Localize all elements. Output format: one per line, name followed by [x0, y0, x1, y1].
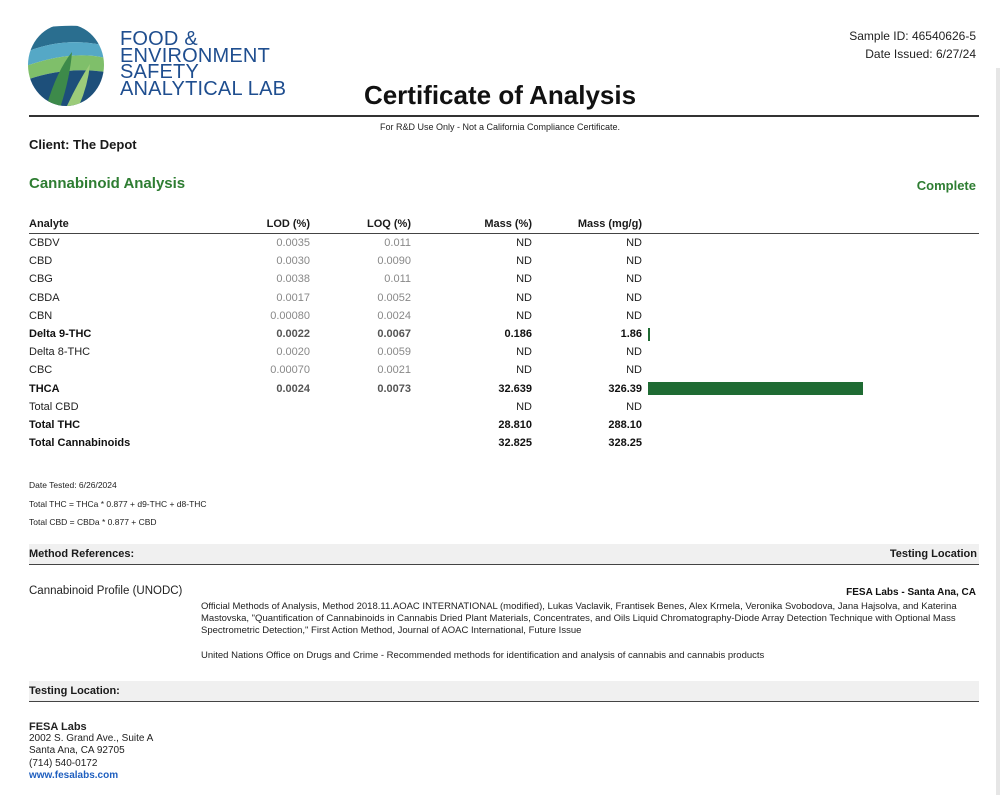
column-header-bar — [642, 215, 979, 234]
mass-bar-cell — [642, 234, 979, 253]
method-citation: Official Methods of Analysis, Method 2018.11.AOAC INTERNATIONAL (modified), Lukas Vaclavik, Frantisek Benes, Alex Krmela, Veronika Svobodova, Jana Hajsolva, and Katerina Mastovska, "Quantification of Cannabinoids in Cannabis Dried Plant Materials, Concentrates, and Oils Liquid Chromatography-Diode Array Detection Technique with Optional Mass Spectrometric Detection," First Action Method, Journal of AOAC International, Future Issue — [201, 601, 957, 636]
loq-cell: 0.011 — [384, 273, 411, 286]
mass-mg-cell: ND — [626, 255, 642, 268]
mass-mg-cell: 1.86 — [620, 328, 642, 341]
mass-mg-cell: ND — [626, 291, 642, 304]
mass-mg-cell: 288.10 — [608, 418, 642, 431]
section-title: Cannabinoid Analysis — [29, 175, 186, 192]
analyte-cell: Total Cannabinoids — [29, 437, 131, 450]
cannabinoid-table — [29, 215, 979, 452]
table-row — [29, 307, 979, 325]
mass-pct-cell: ND — [516, 400, 532, 413]
mass-pct-cell: ND — [516, 255, 532, 268]
mass-pct-cell: 0.186 — [504, 328, 532, 341]
lab-location: FESA Labs - Santa Ana, CA — [846, 587, 976, 598]
table-row — [29, 434, 979, 452]
table-row — [29, 343, 979, 361]
table-row — [29, 289, 979, 307]
table-body — [29, 234, 979, 453]
loq-cell: 0.0052 — [377, 291, 411, 304]
method-name: Cannabinoid Profile (UNODC) — [29, 585, 183, 597]
loq-cell: 0.0059 — [377, 346, 411, 359]
page-edge — [996, 68, 1000, 795]
mass-mg-cell: ND — [626, 400, 642, 413]
loq-cell — [310, 416, 411, 434]
loq-cell — [310, 434, 411, 452]
mass-mg-cell: 328.25 — [608, 437, 642, 450]
mass-bar-cell — [642, 252, 979, 270]
table-row — [29, 325, 979, 343]
loq-cell: 0.0067 — [377, 328, 411, 341]
analyte-cell: CBN — [29, 309, 53, 322]
column-header: LOD (%) — [229, 215, 310, 234]
testing-location-heading: Testing Location: — [29, 685, 120, 697]
mass-mg-cell: ND — [626, 346, 642, 359]
mass-bar — [648, 382, 863, 395]
lod-cell: 0.0024 — [276, 382, 310, 395]
mass-pct-cell: ND — [516, 364, 532, 377]
mass-pct-cell: ND — [516, 291, 532, 304]
mass-pct-cell: ND — [516, 346, 532, 359]
analyte-cell: Delta 8-THC — [29, 346, 91, 359]
mass-mg-cell: ND — [626, 237, 642, 250]
mass-pct-cell: 28.810 — [498, 418, 532, 431]
column-header: Mass (%) — [411, 215, 532, 234]
analyte-cell: Delta 9-THC — [29, 328, 92, 341]
loq-cell: 0.0073 — [377, 382, 411, 395]
analyte-cell: Total CBD — [29, 400, 79, 413]
lod-cell: 0.0017 — [276, 291, 310, 304]
lod-cell — [229, 434, 310, 452]
lab-name — [120, 28, 287, 100]
table-header-row — [29, 215, 979, 234]
testing-location-band — [29, 681, 979, 702]
mass-mg-cell: 326.39 — [608, 382, 642, 395]
status-badge: Complete — [916, 178, 976, 193]
mass-bar-cell — [642, 343, 979, 361]
mass-bar-cell — [642, 270, 979, 288]
analyte-cell: CBDA — [29, 291, 60, 304]
table-row — [29, 270, 979, 288]
lod-cell: 0.0038 — [276, 273, 310, 286]
table-row — [29, 252, 979, 270]
mass-bar-cell — [642, 325, 979, 343]
sample-meta — [849, 27, 976, 63]
lab-name-line: ANALYTICAL LAB — [120, 77, 287, 100]
loq-cell: 0.0024 — [377, 309, 411, 322]
loq-cell: 0.0021 — [377, 364, 411, 377]
mass-mg-cell: ND — [626, 309, 642, 322]
lab-name-line: SAFETY — [120, 61, 199, 83]
column-header: Mass (mg/g) — [532, 215, 642, 234]
mass-pct-cell: ND — [516, 237, 532, 250]
lab-phone: (714) 540-0172 — [29, 757, 98, 769]
date-issued: Date Issued: 6/27/24 — [865, 47, 976, 61]
lod-cell: 0.00070 — [270, 364, 310, 377]
compliance-note: For R&D Use Only - Not a California Compliance Certificate. — [379, 122, 621, 132]
mass-bar-cell — [642, 380, 979, 398]
date-tested: Date Tested: 6/26/2024 — [29, 480, 117, 490]
analyte-cell: THCA — [29, 382, 60, 395]
column-header: LOQ (%) — [310, 215, 411, 234]
lod-cell: 0.00080 — [270, 309, 310, 322]
table-row — [29, 361, 979, 379]
analyte-cell: CBC — [29, 364, 53, 377]
testing-location-label: Testing Location — [889, 548, 977, 560]
lab-address-line1: 2002 S. Grand Ave., Suite A — [29, 733, 154, 745]
table-row — [29, 380, 979, 398]
analyte-cell: Total THC — [29, 418, 81, 431]
title-divider — [29, 115, 979, 117]
lod-cell: 0.0022 — [276, 328, 310, 341]
mass-bar-cell — [642, 416, 979, 434]
lab-website-link[interactable]: www.fesalabs.com — [29, 769, 119, 781]
mass-bar-cell — [642, 398, 979, 416]
notes — [29, 476, 207, 532]
loq-cell: 0.0090 — [377, 255, 411, 268]
lab-name-line: FOOD & — [120, 28, 198, 50]
un-reference: United Nations Office on Drugs and Crime - Recommended methods for identification and analysis of cannabis and cannabis products — [201, 650, 765, 661]
lab-address — [29, 721, 153, 782]
page-title: Certificate of Analysis — [363, 80, 637, 110]
mass-pct-cell: ND — [516, 309, 532, 322]
total-thc-formula: Total THC = THCa * 0.877 + d9-THC + d8-THC — [29, 498, 207, 509]
mass-bar-cell — [642, 289, 979, 307]
lab-address-name: FESA Labs — [29, 721, 87, 733]
analyte-cell: CBG — [29, 273, 53, 286]
column-header: Analyte — [29, 215, 229, 234]
table-row — [29, 234, 979, 253]
mass-pct-cell: ND — [516, 273, 532, 286]
lod-cell: 0.0030 — [276, 255, 310, 268]
table-row — [29, 416, 979, 434]
lod-cell — [229, 398, 310, 416]
lab-name-line: ENVIRONMENT — [120, 44, 270, 67]
lab-address-line2: Santa Ana, CA 92705 — [29, 745, 125, 757]
loq-cell: 0.011 — [384, 237, 411, 250]
mass-bar-cell — [642, 434, 979, 452]
method-references-band — [29, 544, 979, 565]
lod-cell: 0.0020 — [276, 346, 310, 359]
sample-id: Sample ID: 46540626-5 — [849, 29, 976, 43]
table-row — [29, 398, 979, 416]
analyte-cell: CBDV — [29, 237, 60, 250]
mass-mg-cell: ND — [626, 364, 642, 377]
method-references-label: Method References: — [29, 548, 135, 560]
total-cbd-formula: Total CBD = CBDa * 0.877 + CBD — [29, 517, 157, 527]
mass-bar-cell — [642, 361, 979, 379]
client-name: Client: The Depot — [29, 137, 137, 152]
analyte-cell: CBD — [29, 255, 53, 268]
mass-mg-cell: ND — [626, 273, 642, 286]
lod-cell — [229, 416, 310, 434]
loq-cell — [310, 398, 411, 416]
mass-pct-cell: 32.825 — [498, 437, 532, 450]
mass-bar-cell — [642, 307, 979, 325]
mass-pct-cell: 32.639 — [498, 382, 532, 395]
mass-bar — [648, 328, 650, 341]
lab-logo-icon — [26, 22, 106, 108]
lod-cell: 0.0035 — [276, 237, 310, 250]
